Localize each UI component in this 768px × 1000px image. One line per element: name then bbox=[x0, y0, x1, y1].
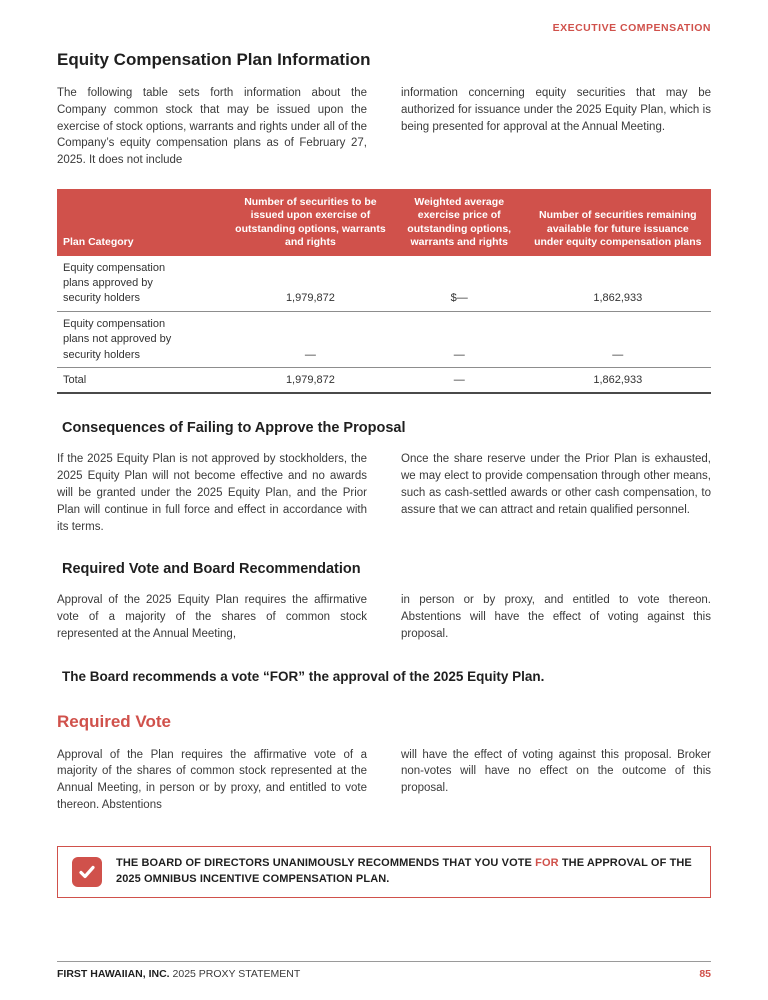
callout-text-after: THE APPROVAL OF THE 2025 OMNIBUS INCENTIVE COMPENSATION PLAN. bbox=[116, 856, 692, 885]
cell-issued: — bbox=[304, 348, 316, 361]
required-vote-board-paragraph-right: in person or by proxy, and entitled to vote thereon. Abstentions will have the effect of voting against this proposal. bbox=[401, 594, 711, 640]
page-title: Equity Compensation Plan Information bbox=[57, 50, 371, 69]
table-header-row bbox=[57, 189, 711, 256]
callout-text-before: THE BOARD OF DIRECTORS UNANIMOUSLY RECOMMENDS THAT YOU VOTE bbox=[116, 856, 536, 869]
table-row bbox=[57, 256, 711, 312]
col-header-securities-issued: Number of securities to be issued upon exercise of outstanding options, warrants and rights bbox=[227, 189, 394, 256]
cell-category: Equity compensation plans not approved by security holders bbox=[63, 317, 172, 361]
cell-category: Total bbox=[63, 374, 87, 386]
required-vote-heading: Required Vote bbox=[57, 711, 171, 731]
required-vote-board-heading: Required Vote and Board Recommendation bbox=[62, 561, 361, 578]
cell-category: Equity compensation plans approved by security holders bbox=[63, 261, 166, 305]
cell-remaining: 1,862,933 bbox=[593, 292, 643, 305]
cell-remaining: — bbox=[612, 348, 624, 361]
callout-text bbox=[116, 856, 696, 888]
consequences-paragraph-left: If the 2025 Equity Plan is not approved by stockholders, the 2025 Equity Plan will not become effective and no awards will be granted under the 2025 Equity Plan, and the Prior Plan will continue in full force and effect in accordance with its terms. bbox=[57, 453, 367, 533]
consequences-heading: Consequences of Failing to Approve the Proposal bbox=[62, 420, 406, 437]
footer-company-name: FIRST HAWAIIAN, INC. bbox=[57, 968, 170, 980]
cell-issued: 1,979,872 bbox=[285, 374, 335, 386]
col-header-securities-remaining: Number of securities remaining available for future issuance under equity compensation plans bbox=[525, 189, 711, 256]
section-label: EXECUTIVE COMPENSATION bbox=[552, 22, 711, 34]
footer-page-number: 85 bbox=[699, 968, 711, 980]
intro-paragraphs bbox=[57, 85, 711, 169]
consequences-paragraphs bbox=[57, 451, 711, 535]
equity-compensation-table bbox=[57, 189, 711, 394]
table-row bbox=[57, 311, 711, 367]
required-vote-board-paragraphs bbox=[57, 592, 711, 642]
intro-paragraph-right: information concerning equity securities that may be authorized for issuance under the 2025 Equity Plan, which is being presented for approval at the Annual Meeting. bbox=[401, 87, 711, 133]
cell-price: — bbox=[453, 374, 465, 386]
cell-price: $— bbox=[450, 292, 468, 305]
cell-remaining: 1,862,933 bbox=[593, 374, 643, 386]
board-recommendation-callout bbox=[57, 846, 711, 898]
col-header-weighted-average-price: Weighted average exercise price of outstanding options, warrants and rights bbox=[394, 189, 525, 256]
required-vote-paragraph-right: will have the effect of voting against this proposal. Broker non-votes will have no effect on the outcome of this proposal. bbox=[401, 748, 711, 795]
table-row-total bbox=[57, 368, 711, 394]
board-recommendation-statement: The Board recommends a vote “FOR” the approval of the 2025 Equity Plan. bbox=[62, 668, 545, 684]
intro-paragraph-left: The following table sets forth information about the Company common stock that may be issued upon the exercise of stock options, warrants and rights under all of the Company’s equity compensation plans as of February 27, 2025. It does not include bbox=[57, 87, 367, 167]
page-footer bbox=[57, 961, 711, 980]
col-header-plan-category: Plan Category bbox=[57, 189, 227, 256]
cell-issued: 1,979,872 bbox=[285, 292, 335, 305]
required-vote-paragraphs bbox=[57, 747, 711, 814]
checkbox-check-icon bbox=[72, 857, 102, 887]
footer-left bbox=[57, 968, 300, 980]
callout-vote-word: FOR bbox=[535, 856, 559, 869]
required-vote-paragraph-left: Approval of the Plan requires the affirmative vote of a majority of the shares of common stock represented at the Annual Meeting, in person or by proxy, and entitled to vote thereon. Abstentions bbox=[57, 748, 367, 811]
consequences-paragraph-right: Once the share reserve under the Prior Plan is exhausted, we may elect to provide compensation through other means, such as cash-settled awards or other cash compensation, to assure that we can attract and retain qualified personnel. bbox=[401, 453, 711, 516]
footer-document-name: 2025 PROXY STATEMENT bbox=[172, 968, 301, 980]
cell-price: — bbox=[453, 348, 465, 361]
required-vote-board-paragraph-left: Approval of the 2025 Equity Plan requires the affirmative vote of a majority of the shares of common stock represented at the Annual Meeting, bbox=[57, 594, 367, 640]
